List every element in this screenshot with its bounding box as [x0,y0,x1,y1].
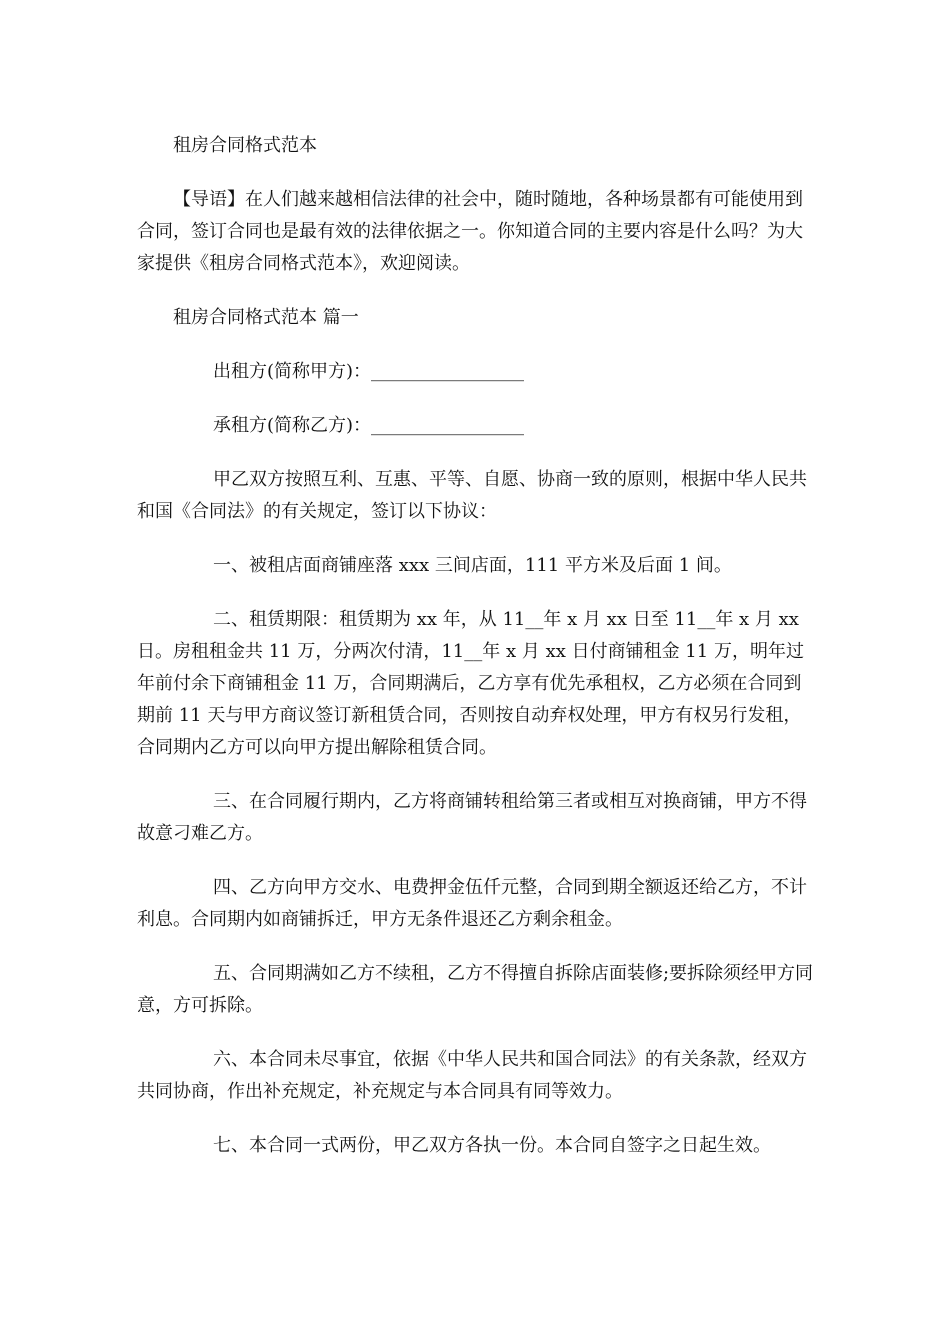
clause-5: 五、合同期满如乙方不续租，乙方不得擅自拆除店面装修;要拆除须经甲方同意，方可拆除。 [137,963,814,1016]
clause-1: 一、被租店面商铺座落 xxx 三间店面，111 平方米及后面 1 间。 [213,555,732,576]
clause-4: 四、乙方向甲方交水、电费押金伍仟元整，合同到期全额返还给乙方，不计利息。合同期内如商铺拆迁，甲方无条件退还乙方剩余租金。 [137,877,807,930]
clause-2: 二、租赁期限：租赁期为 xx 年，从 11__年 x 月 xx 日至 11__年 x 月 xx 日。房租租金共 11 万，分两次付清，11__年 x 月 xx 日付商铺租金 11 万，明年过年前付余下商铺租金 11 万，合同期满后，乙方享有优先承租权，乙方必须在合同到期前 11 天与甲方商议签订新租赁合同，否则按自动弃权处理，甲方有权另行发租，合同期内乙方可以向甲方提出解除租赁合同。 [137,609,804,758]
intro-paragraph: 【导语】在人们越来越相信法律的社会中，随时随地，各种场景都有可能使用到合同，签订合同也是最有效的法律依据之一。你知道合同的主要内容是什么吗？为大家提供《租房合同格式范本》，欢迎阅读。 [137,189,803,274]
lessor-line: 出租方(简称甲方)：_________________ [213,361,525,382]
document-page [137,130,817,1184]
lessee-line: 承租方(简称乙方)：_________________ [213,415,525,436]
clause-3: 三、在合同履行期内，乙方将商铺转租给第三者或相互对换商铺，甲方不得故意刁难乙方。 [137,791,807,844]
clause-7: 七、本合同一式两份，甲乙双方各执一份。本合同自签字之日起生效。 [213,1135,771,1156]
document-title: 租房合同格式范本 [173,135,317,156]
clause-6: 六、本合同未尽事宜，依据《中华人民共和国合同法》的有关条款，经双方共同协商，作出补充规定，补充规定与本合同具有同等效力。 [137,1049,807,1102]
preamble-paragraph: 甲乙双方按照互利、互惠、平等、自愿、协商一致的原则，根据中华人民共和国《合同法》的有关规定，签订以下协议： [137,469,807,522]
section-heading: 租房合同格式范本 篇一 [173,307,359,328]
